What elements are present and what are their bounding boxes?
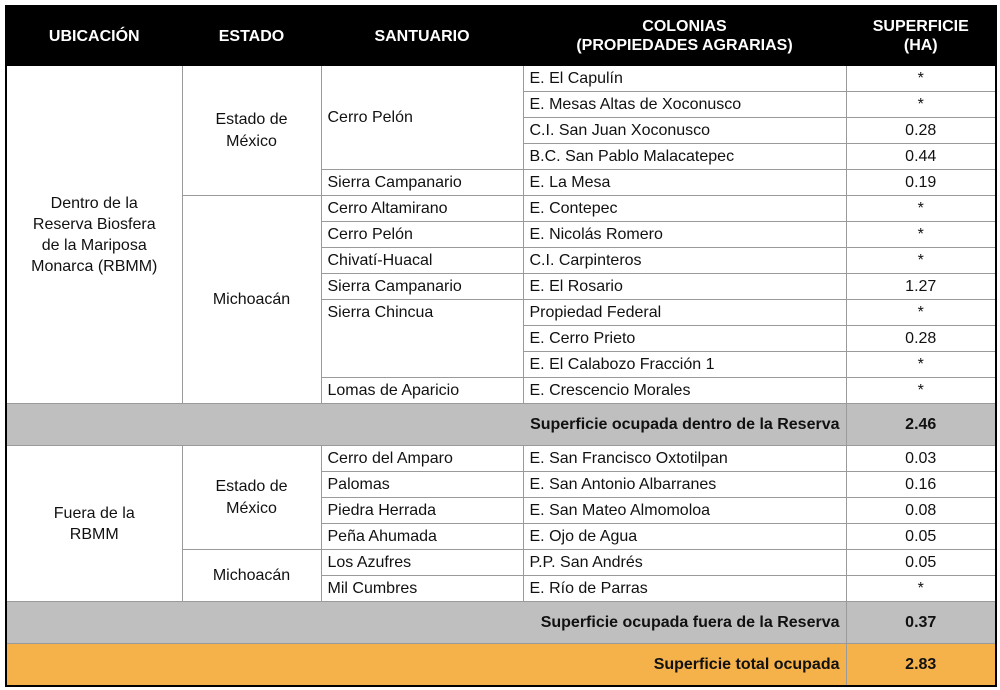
superficie-table — [5, 5, 997, 687]
colonia-cell: E. Nicolás Romero — [523, 222, 846, 248]
santuario-cell: Chivatí-Huacal — [321, 248, 523, 274]
colonia-cell: E. La Mesa — [523, 170, 846, 196]
santuario-cell: Los Azufres — [321, 550, 523, 576]
total-value: 2.83 — [846, 644, 996, 687]
superficie-cell: * — [846, 66, 996, 92]
table-row — [6, 66, 996, 92]
santuario-cell: Cerro Pelón — [321, 66, 523, 170]
superficie-cell: 0.05 — [846, 524, 996, 550]
estado-mexico-dentro: Estado de México — [182, 66, 321, 196]
table-row — [6, 446, 996, 472]
colonia-cell: E. San Francisco Oxtotilpan — [523, 446, 846, 472]
colonia-cell: E. Crescencio Morales — [523, 378, 846, 404]
santuario-cell: Cerro del Amparo — [321, 446, 523, 472]
ubicacion-dentro: Dentro de la Reserva Biosfera de la Mariposa Monarca (RBMM) — [6, 66, 182, 404]
colonia-cell: P.P. San Andrés — [523, 550, 846, 576]
colonia-cell: C.I. San Juan Xoconusco — [523, 118, 846, 144]
colonia-cell: E. Contepec — [523, 196, 846, 222]
santuario-cell: Sierra Campanario — [321, 170, 523, 196]
ubicacion-fuera: Fuera de la RBMM — [6, 446, 182, 602]
superficie-cell: * — [846, 352, 996, 378]
colonia-cell: E. San Antonio Albarranes — [523, 472, 846, 498]
colonia-cell: E. El Calabozo Fracción 1 — [523, 352, 846, 378]
superficie-cell: * — [846, 196, 996, 222]
colonia-cell: C.I. Carpinteros — [523, 248, 846, 274]
header-row — [6, 6, 996, 66]
superficie-cell: 0.28 — [846, 118, 996, 144]
header-ubicacion: UBICACIÓN — [6, 6, 182, 66]
santuario-cell: Mil Cumbres — [321, 576, 523, 602]
estado-mexico-fuera: Estado de México — [182, 446, 321, 550]
colonia-cell: E. Cerro Prieto — [523, 326, 846, 352]
subtotal-fuera-value: 0.37 — [846, 602, 996, 644]
superficie-cell: * — [846, 248, 996, 274]
santuario-cell: Cerro Pelón — [321, 222, 523, 248]
header-colonias: COLONIAS (PROPIEDADES AGRARIAS) — [523, 6, 846, 66]
santuario-cell: Palomas — [321, 472, 523, 498]
superficie-cell: 0.16 — [846, 472, 996, 498]
superficie-cell: * — [846, 222, 996, 248]
santuario-cell: Piedra Herrada — [321, 498, 523, 524]
santuario-cell: Cerro Altamirano — [321, 196, 523, 222]
superficie-cell: 1.27 — [846, 274, 996, 300]
colonia-cell: B.C. San Pablo Malacatepec — [523, 144, 846, 170]
superficie-cell: 0.28 — [846, 326, 996, 352]
total-row — [6, 644, 996, 687]
santuario-cell: Sierra Campanario — [321, 274, 523, 300]
superficie-cell: 0.05 — [846, 550, 996, 576]
santuario-cell: Sierra Chincua — [321, 300, 523, 378]
superficie-cell: 0.19 — [846, 170, 996, 196]
colonia-cell: E. El Capulín — [523, 66, 846, 92]
santuario-cell: Peña Ahumada — [321, 524, 523, 550]
superficie-cell: * — [846, 378, 996, 404]
header-santuario: SANTUARIO — [321, 6, 523, 66]
header-estado: ESTADO — [182, 6, 321, 66]
colonia-cell: E. San Mateo Almomoloa — [523, 498, 846, 524]
header-superficie: SUPERFICIE (HA) — [846, 6, 996, 66]
estado-michoacan-fuera: Michoacán — [182, 550, 321, 602]
santuario-cell: Lomas de Aparicio — [321, 378, 523, 404]
subtotal-fuera-row — [6, 602, 996, 644]
colonia-cell: E. Río de Parras — [523, 576, 846, 602]
subtotal-dentro-row — [6, 404, 996, 446]
superficie-cell: 0.08 — [846, 498, 996, 524]
estado-michoacan-dentro: Michoacán — [182, 196, 321, 404]
colonia-cell: E. Mesas Altas de Xoconusco — [523, 92, 846, 118]
colonia-cell: E. Ojo de Agua — [523, 524, 846, 550]
superficie-cell: * — [846, 300, 996, 326]
colonia-cell: Propiedad Federal — [523, 300, 846, 326]
colonia-cell: E. El Rosario — [523, 274, 846, 300]
subtotal-dentro-value: 2.46 — [846, 404, 996, 446]
subtotal-dentro-label: Superficie ocupada dentro de la Reserva — [6, 404, 846, 446]
superficie-cell: * — [846, 576, 996, 602]
superficie-cell: 0.44 — [846, 144, 996, 170]
subtotal-fuera-label: Superficie ocupada fuera de la Reserva — [6, 602, 846, 644]
total-label: Superficie total ocupada — [6, 644, 846, 687]
superficie-cell: 0.03 — [846, 446, 996, 472]
superficie-cell: * — [846, 92, 996, 118]
